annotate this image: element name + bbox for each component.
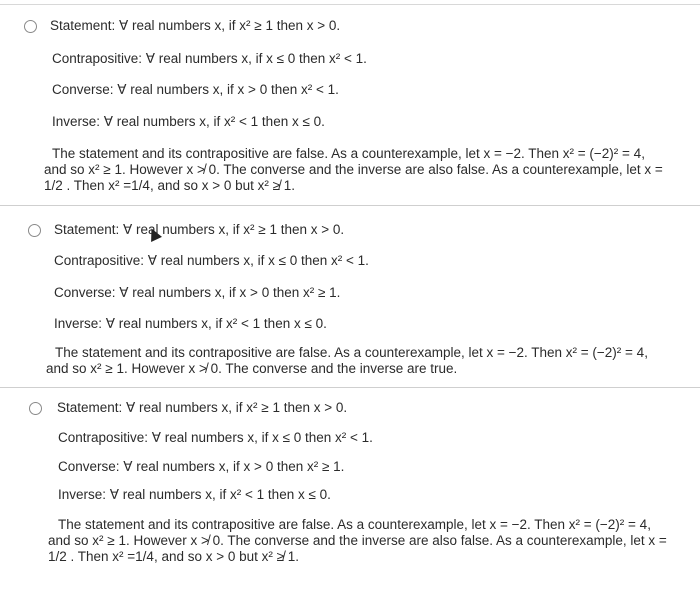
explanation-line-2: and so x² ≥ 1. However x ≯ 0. The converse and the inverse are also false. As a counterexample, let x = bbox=[48, 533, 667, 548]
explanation-line-3: 1/2 . Then x² =1/4, and so x > 0 but x² ≱ 1. bbox=[48, 549, 300, 564]
answer-option-3[interactable] bbox=[0, 388, 700, 578]
contrapositive-text: Contrapositive: ∀ real numbers x, if x ≤ 0 then x² < 1. bbox=[58, 430, 373, 445]
explanation-text bbox=[44, 146, 669, 194]
contrapositive-text: Contrapositive: ∀ real numbers x, if x ≤ 0 then x² < 1. bbox=[54, 253, 369, 268]
explanation-text bbox=[48, 517, 673, 565]
explanation-text bbox=[46, 345, 671, 377]
statement-text: Statement: ∀ real numbers x, if x² ≥ 1 then x > 0. bbox=[50, 18, 341, 33]
explanation-line-1: The statement and its contrapositive are false. As a counterexample, let x = −2. Then x² = (−2)² = 4, bbox=[55, 345, 648, 360]
converse-text: Converse: ∀ real numbers x, if x > 0 then x² ≥ 1. bbox=[54, 285, 341, 300]
converse-text: Converse: ∀ real numbers x, if x > 0 then x² ≥ 1. bbox=[58, 459, 345, 474]
contrapositive-text: Contrapositive: ∀ real numbers x, if x ≤ 0 then x² < 1. bbox=[52, 51, 367, 66]
answer-option-1[interactable] bbox=[0, 0, 700, 206]
explanation-line-3: 1/2 . Then x² =1/4, and so x > 0 but x² ≱ 1. bbox=[44, 178, 296, 193]
explanation-line-1: The statement and its contrapositive are false. As a counterexample, let x = −2. Then x² = (−2)² = 4, bbox=[52, 146, 645, 161]
explanation-line-1: The statement and its contrapositive are false. As a counterexample, let x = −2. Then x² = (−2)² = 4, bbox=[58, 517, 651, 532]
radio-button-option-3[interactable] bbox=[29, 402, 42, 415]
answer-option-2[interactable] bbox=[0, 206, 700, 388]
radio-button-option-2[interactable] bbox=[28, 224, 41, 237]
explanation-line-2: and so x² ≥ 1. However x ≯ 0. The converse and the inverse are also false. As a counterexample, let x = bbox=[44, 162, 663, 177]
explanation-line-2: and so x² ≥ 1. However x ≯ 0. The converse and the inverse are true. bbox=[46, 361, 458, 376]
converse-text: Converse: ∀ real numbers x, if x > 0 then x² < 1. bbox=[52, 82, 339, 97]
inverse-text: Inverse: ∀ real numbers x, if x² < 1 then x ≤ 0. bbox=[52, 114, 325, 129]
statement-text: Statement: ∀ real numbers x, if x² ≥ 1 then x > 0. bbox=[57, 400, 348, 415]
radio-button-option-1[interactable] bbox=[24, 20, 37, 33]
statement-text: Statement: ∀ real numbers x, if x² ≥ 1 then x > 0. bbox=[54, 222, 345, 237]
inverse-text: Inverse: ∀ real numbers x, if x² < 1 then x ≤ 0. bbox=[54, 316, 327, 331]
inverse-text: Inverse: ∀ real numbers x, if x² < 1 then x ≤ 0. bbox=[58, 487, 331, 502]
